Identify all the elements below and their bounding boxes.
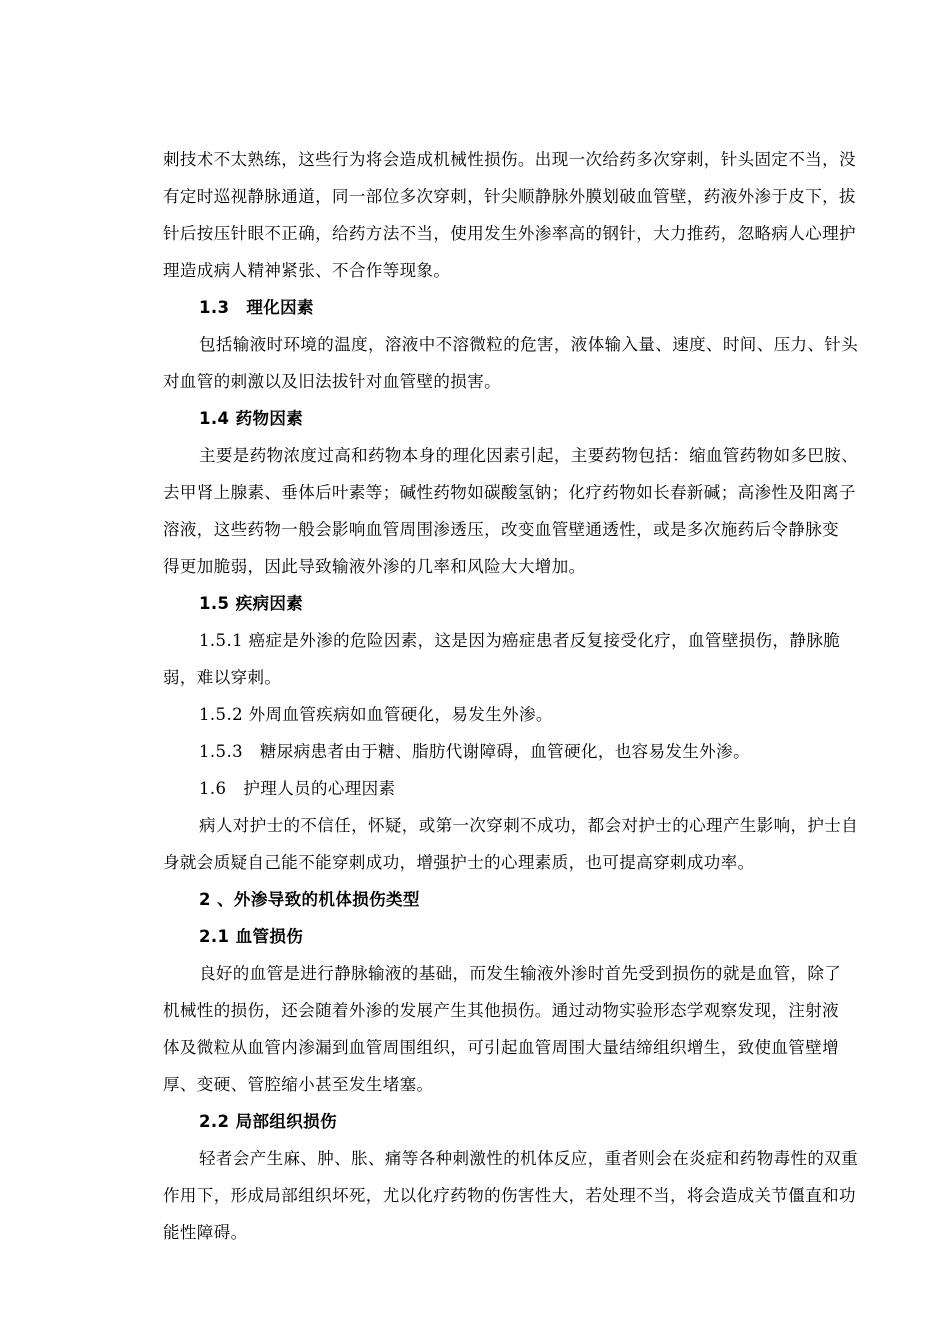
- text-line: 病人对护士的不信任，怀疑，或第一次穿刺不成功，都会对护士的心理产生影响，护士自: [199, 816, 859, 835]
- text-line: 去甲肾上腺素、垂体后叶素等；碱性药物如碳酸氢钠；化疗药物如长春新碱；高渗性及阳离子: [163, 483, 856, 502]
- text-line: 1.5.1 癌症是外渗的危险因素，这是因为癌症患者反复接受化疗，血管壁损伤，静脉脆: [199, 631, 841, 650]
- text-line: 作用下，形成局部组织坏死，尤以化疗药物的伤害性大，若处理不当，将会造成关节僵直和功: [163, 1186, 856, 1205]
- paragraph-1-5-2: 1.5.2 外周血管疾病如血管硬化，易发生外渗。: [199, 705, 553, 724]
- text-line: 理造成病人精神紧张、不合作等现象。: [163, 261, 451, 280]
- text-line: 良好的血管是进行静脉输液的基础，而发生输液外渗时首先受到损伤的就是血管，除了: [199, 964, 842, 983]
- heading-2: 2 、外渗导致的机体损伤类型: [199, 890, 420, 909]
- paragraph-psychological: [163, 807, 859, 881]
- text-line: 身就会质疑自己能不能穿刺成功，增强护士的心理素质，也可提高穿刺成功率。: [163, 853, 755, 872]
- text-line: 能性障碍。: [163, 1223, 248, 1242]
- heading-2-1: 2.1 血管损伤: [199, 927, 304, 946]
- text-line: 溶液，这些药物一般会影响血管周围渗透压，改变血管壁通透性，或是多次施药后令静脉变: [163, 520, 839, 539]
- text-line: 针后按压针眼不正确，给药方法不当，使用发生外渗率高的钢针，大力推药，忽略病人心理护: [163, 224, 856, 243]
- paragraph-local-tissue: [163, 1140, 859, 1251]
- paragraph-vascular-injury: [163, 955, 842, 1103]
- document-body: [163, 141, 859, 1251]
- text-line: 有定时巡视静脉通道，同一部位多次穿刺，针尖顺静脉外膜划破血管壁，药液外渗于皮下，拔: [163, 187, 856, 206]
- text-line: 主要是药物浓度过高和药物本身的理化因素引起，主要药物包括：缩血管药物如多巴胺、: [199, 446, 859, 465]
- text-line: 对血管的刺激以及旧法拔针对血管壁的损害。: [163, 372, 501, 391]
- text-line: 轻者会产生麻、肿、胀、痛等各种刺激性的机体反应，重者则会在炎症和药物毒性的双重: [199, 1149, 859, 1168]
- paragraph-1-5-3: 1.5.3 糖尿病患者由于糖、脂肪代谢障碍，血管硬化，也容易发生外渗。: [199, 742, 750, 761]
- paragraph-physicochemical: [163, 326, 859, 400]
- text-line: 刺技术不太熟练，这些行为将会造成机械性损伤。出现一次给药多次穿刺，针头固定不当，没: [163, 150, 856, 169]
- text-line: 得更加脆弱，因此导致输液外渗的几率和风险大大增加。: [163, 557, 586, 576]
- text-line: 包括输液时环境的温度，溶液中不溶微粒的危害，液体输入量、速度、时间、压力、针头: [199, 335, 859, 354]
- paragraph-1-5-1: [163, 622, 841, 696]
- text-line: 体及微粒从血管内渗漏到血管周围组织，可引起血管周围大量结缔组织增生，致使血管壁增: [163, 1038, 839, 1057]
- text-line: 弱，难以穿刺。: [163, 668, 282, 687]
- text-line: 厚、变硬、管腔缩小甚至发生堵塞。: [163, 1075, 434, 1094]
- heading-1-3: 1.3 理化因素: [199, 298, 314, 317]
- heading-2-2: 2.2 局部组织损伤: [199, 1112, 337, 1131]
- paragraph-drug-factors: [163, 437, 859, 585]
- heading-1-6: 1.6 护理人员的心理因素: [199, 779, 396, 798]
- heading-1-4: 1.4 药物因素: [199, 409, 304, 428]
- paragraph-mechanical-injury: [163, 141, 856, 289]
- text-line: 机械性的损伤，还会随着外渗的发展产生其他损伤。通过动物实验形态学观察发现，注射液: [163, 1001, 839, 1020]
- heading-1-5: 1.5 疾病因素: [199, 594, 304, 613]
